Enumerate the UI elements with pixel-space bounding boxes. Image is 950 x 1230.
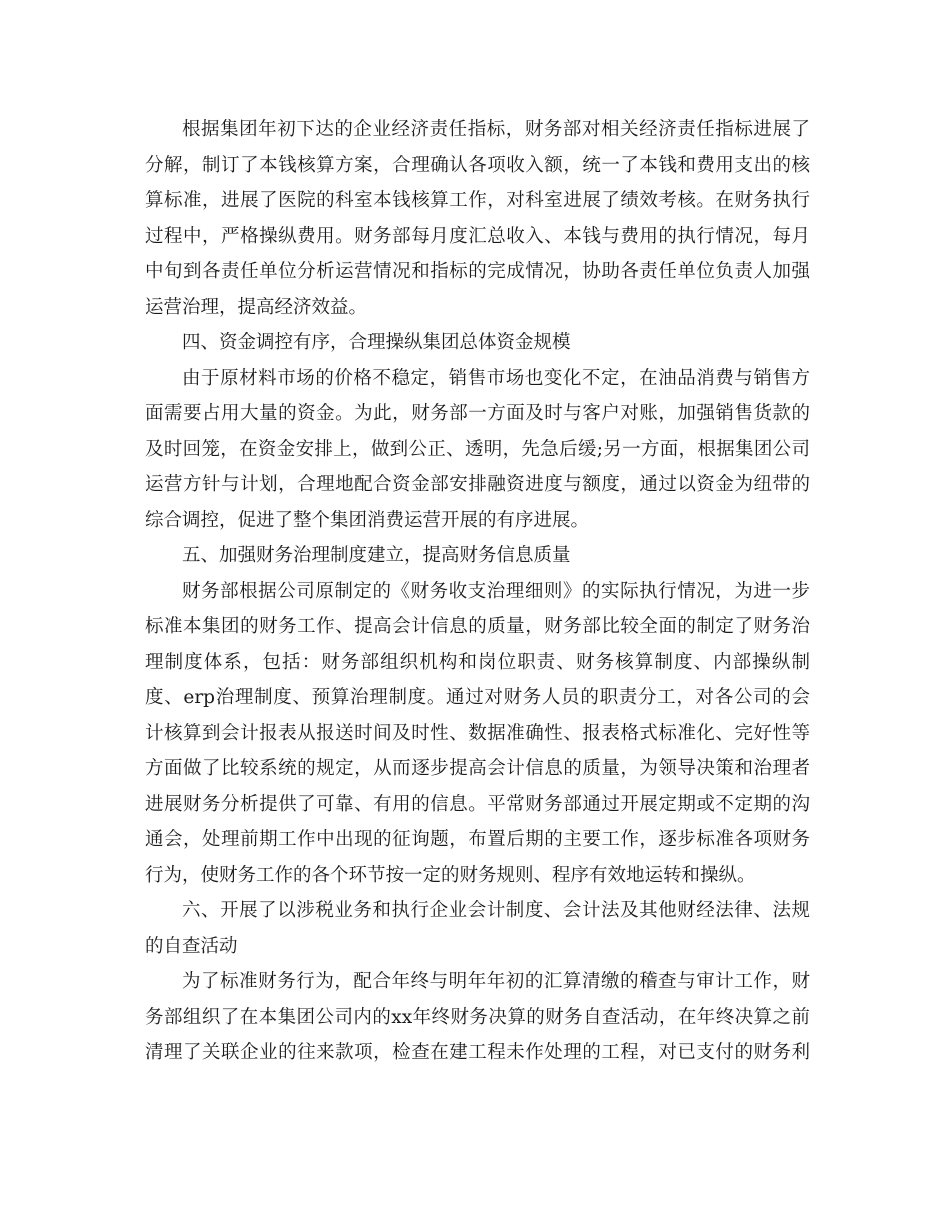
paragraph-line: 行为，使财务工作的各个环节按一定的财务规则、程序有效地运转和操纵。 [145, 864, 756, 886]
paragraph-line: 标准本集团的财务工作、提高会计信息的质量，财务部比较全面的制定了财务治 [145, 616, 810, 637]
paragraph-line: 算标准，进展了医院的科室本钱核算工作，对科室进展了绩效考核。在财务执行 [145, 190, 810, 211]
section-heading: 五、加强财务治理制度建立，提高财务信息质量 [182, 545, 571, 566]
paragraph-line: 清理了关联企业的往来款项，检查在建工程未作处理的工程，对已支付的财务利 [145, 1042, 810, 1063]
paragraph-line: 根据集团年初下达的企业经济责任指标，财务部对相关经济责任指标进展了 [182, 119, 810, 140]
paragraph-line: 运营方针与计划，合理地配合资金部安排融资进度与额度，通过以资金为纽带的 [145, 474, 810, 495]
body-text [145, 112, 810, 1071]
paragraph-line: 中旬到各责任单位分析运营情况和指标的完成情况，协助各责任单位负责人加强 [145, 261, 810, 282]
paragraph-line: 综合调控，促进了整个集团消费运营开展的有序进展。 [145, 509, 590, 531]
paragraph-line: 进展财务分析提供了可靠、有用的信息。平常财务部通过开展定期或不定期的沟 [145, 793, 810, 815]
paragraph-line: 度、erp治理制度、预算治理制度。通过对财务人员的职责分工，对各公司的会 [145, 687, 810, 708]
paragraph-line: 面需要占用大量的资金。为此，财务部一方面及时与客户对账，加强销售货款的 [145, 403, 810, 424]
paragraph-line: 及时回笼，在资金安排上，做到公正、透明，先急后缓;另一方面，根据集团公司 [145, 438, 810, 460]
paragraph-line: 为了标准财务行为，配合年终与明年年初的汇算清缴的稽查与审计工作，财 [182, 971, 810, 992]
paragraph-line: 计核算到会计报表从报送时间及时性、数据准确性、报表格式标准化、完好性等 [145, 722, 810, 744]
section-heading: 四、资金调控有序，合理操纵集团总体资金规模 [182, 332, 571, 353]
paragraph-line: 方面做了比较系统的规定，从而逐步提高会计信息的质量，为领导决策和治理者 [145, 758, 810, 779]
section-heading: 六、开展了以涉税业务和执行企业会计制度、会计法及其他财经法律、法规 [182, 900, 810, 921]
paragraph-line: 务部组织了在本集团公司内的xx年终财务决算的财务自查活动，在年终决算之前 [145, 1006, 810, 1028]
paragraph-line: 理制度体系，包括：财务部组织机构和岗位职责、财务核算制度、内部操纵制 [145, 651, 810, 673]
paragraph-line: 运营治理，提高经济效益。 [145, 296, 368, 318]
section-heading: 的自查活动 [145, 935, 238, 957]
paragraph-line: 通会，处理前期工作中出现的征询题，布置后期的主要工作，逐步标准各项财务 [145, 829, 810, 850]
paragraph-line: 由于原材料市场的价格不稳定，销售市场也变化不定，在油品消费与销售方 [182, 367, 810, 389]
paragraph-line: 分解，制订了本钱核算方案，合理确认各项收入额，统一了本钱和费用支出的核 [145, 154, 810, 176]
paragraph-line: 过程中，严格操纵费用。财务部每月度汇总收入、本钱与费用的执行情况，每月 [145, 225, 810, 247]
paragraph-line: 财务部根据公司原制定的《财务收支治理细则》的实际执行情况，为进一步 [182, 580, 810, 602]
